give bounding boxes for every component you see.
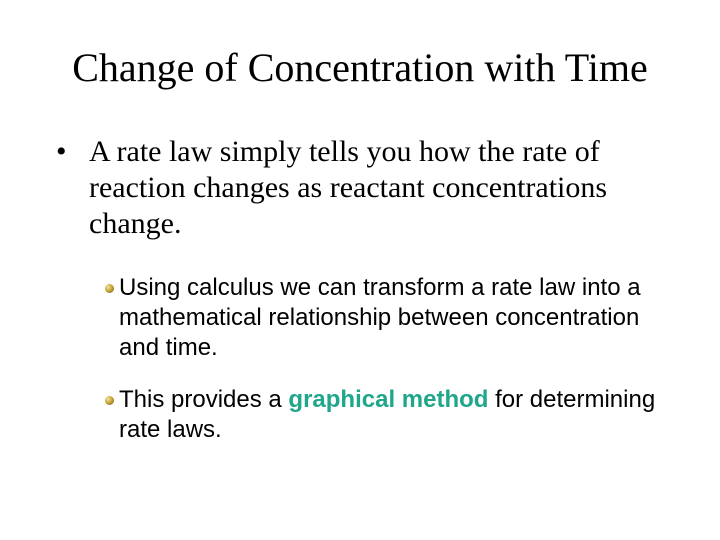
sub-bullet-graphical xyxy=(56,385,676,445)
graphical-method-highlight: graphical method xyxy=(288,386,489,413)
slide-body xyxy=(56,134,676,445)
sub-bullet-icon xyxy=(105,396,114,405)
sub-bullet-calculus xyxy=(56,273,676,363)
bullet-marker: • xyxy=(56,135,67,168)
sub-bullet-graphical-after: for determining rate laws. xyxy=(119,386,656,443)
slide-title: Change of Concentration with Time xyxy=(72,45,648,90)
sub-bullet-graphical-before: This provides a xyxy=(119,386,289,413)
sub-bullet-icon xyxy=(105,284,114,293)
main-bullet-text: A rate law simply tells you how the rate of reaction changes as reactant concentrations change. xyxy=(89,135,608,240)
main-bullet xyxy=(56,134,676,242)
sub-bullet-calculus-text: Using calculus we can transform a rate law into a mathematical relationship between concentration and time. xyxy=(119,274,641,361)
